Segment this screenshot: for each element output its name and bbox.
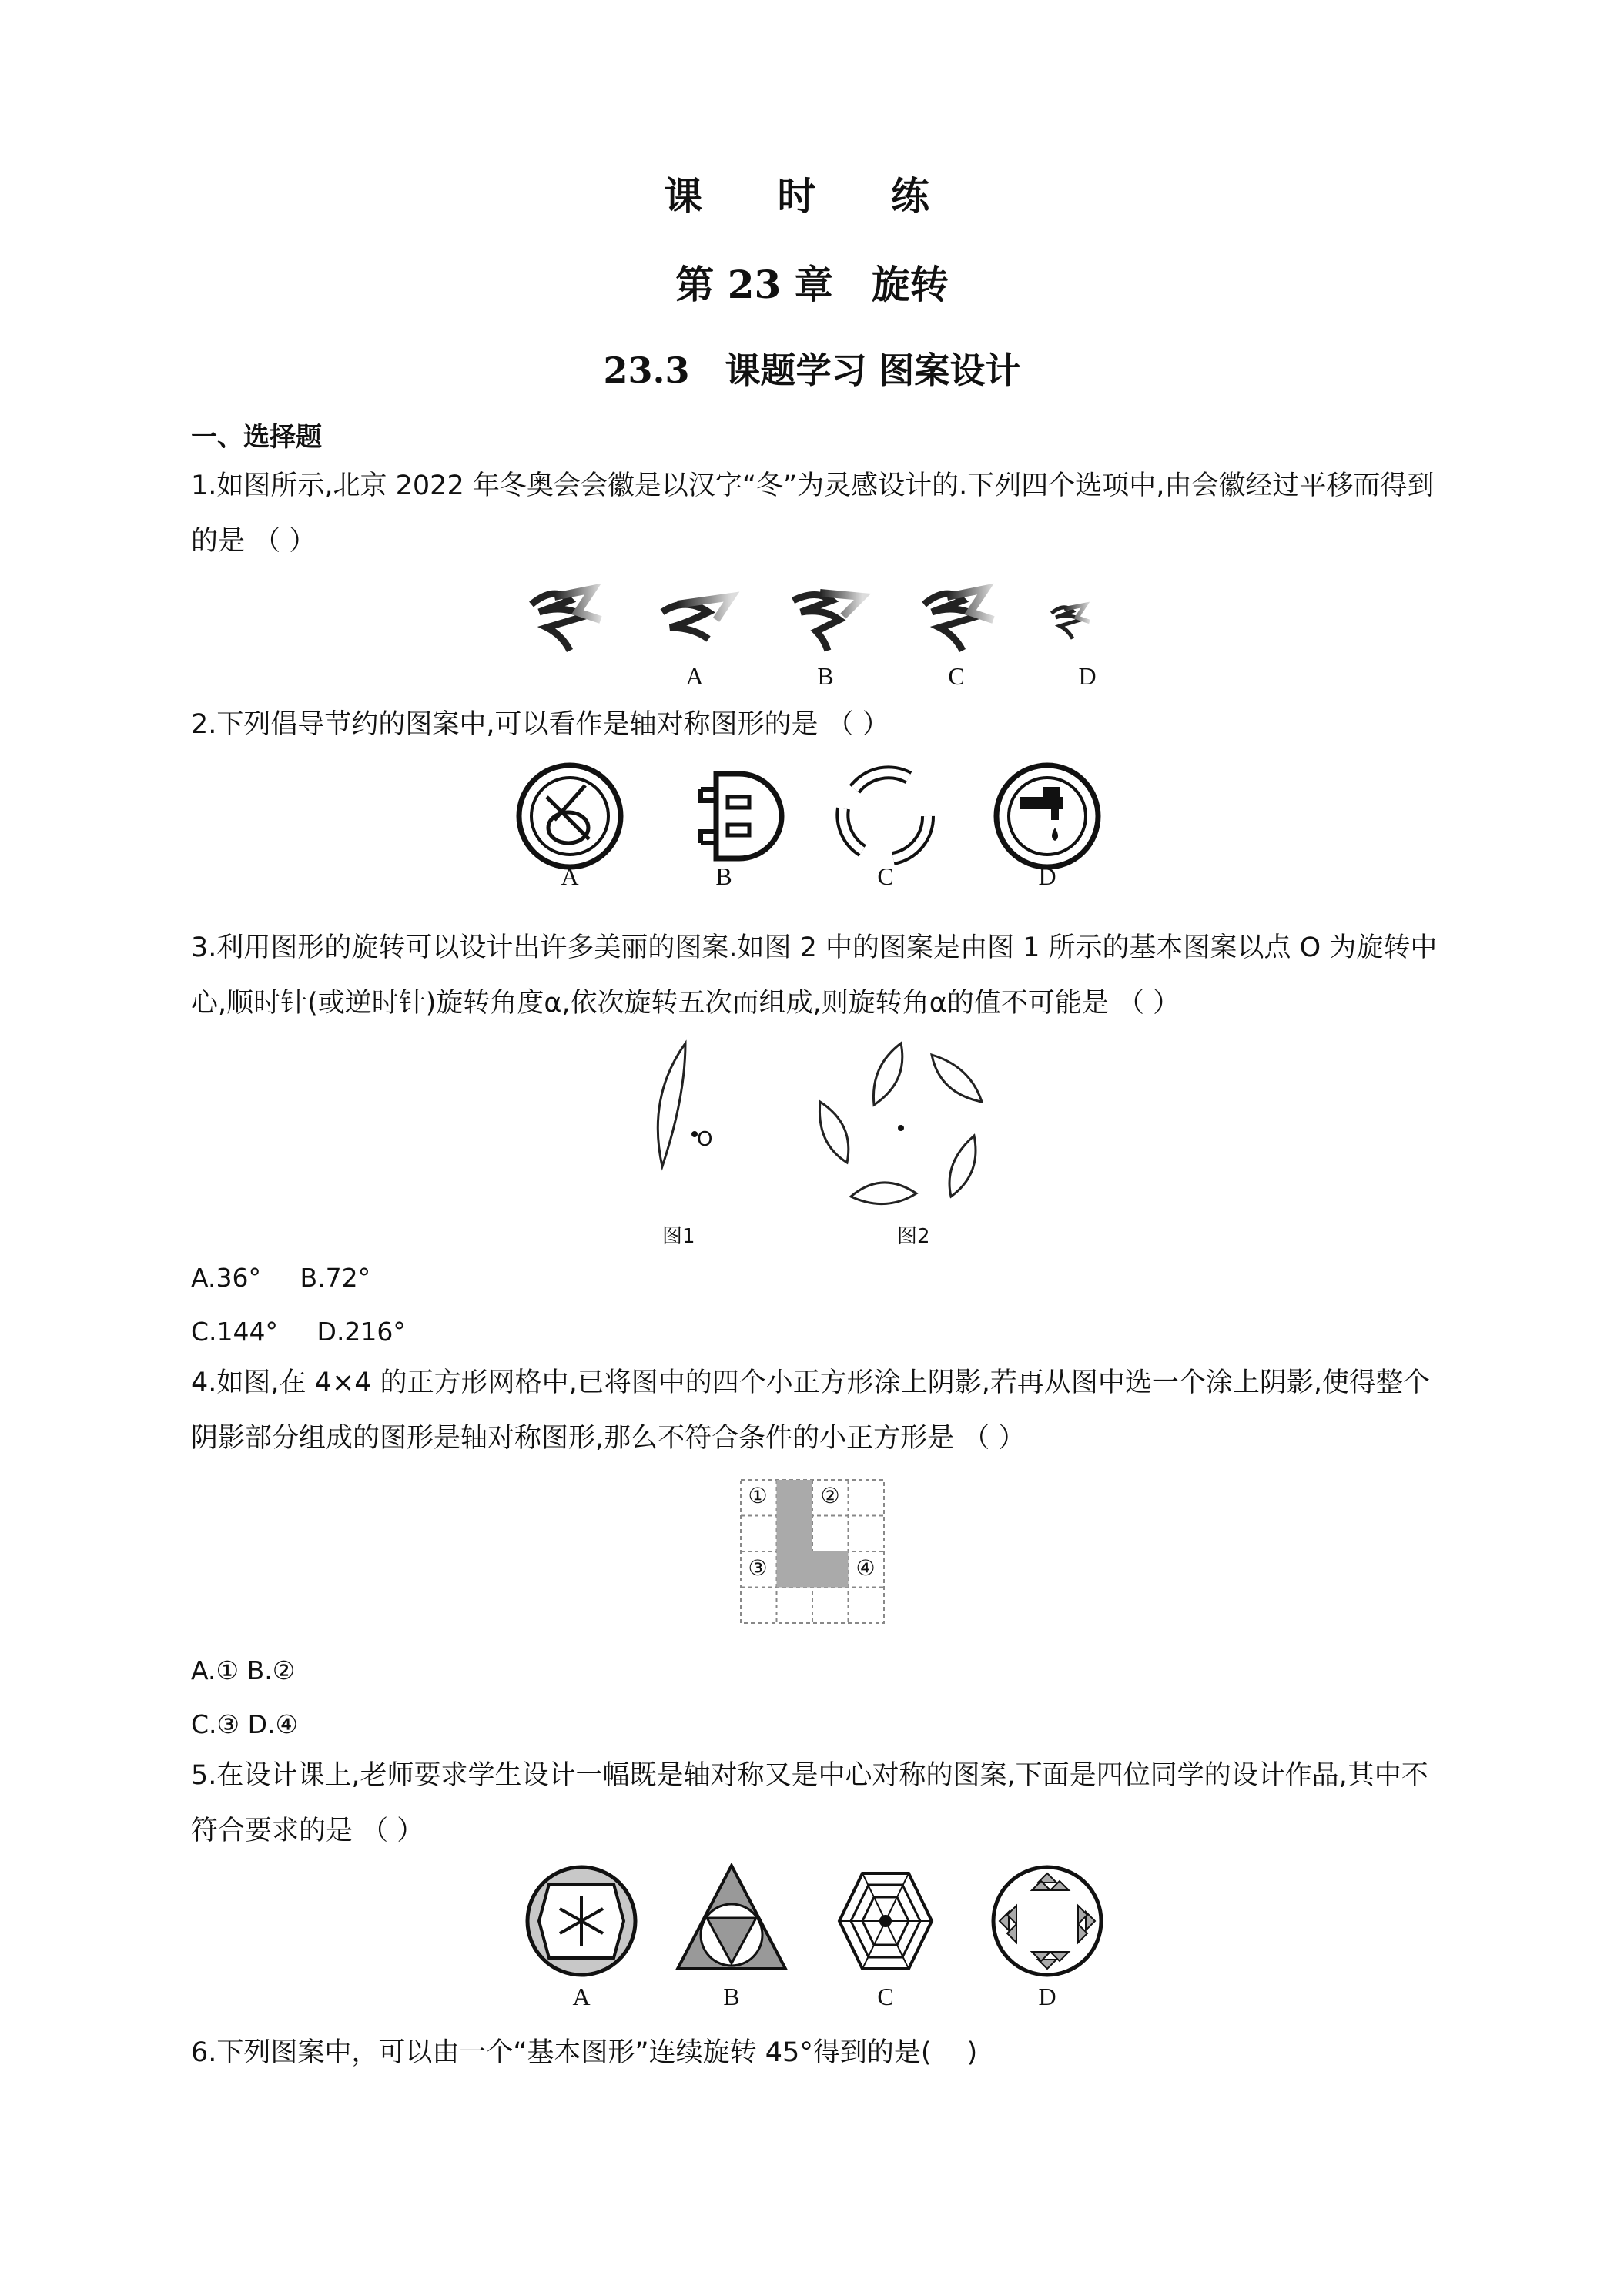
q1-label-d: D <box>1078 662 1097 690</box>
q4-option-c[interactable]: C.③ <box>191 1709 240 1739</box>
q4-options-row1 <box>191 1655 326 1685</box>
question-1-text: 1.如图所示,北京 2022 年冬奥会会徽是以汉字“冬”为灵感设计的.下列四个选项中,由会徽经过平移而得到的是 （ ） <box>191 470 1435 557</box>
page-title: 课 时 练 <box>664 173 960 219</box>
question-6-text: 6.下列图案中，可以由一个“基本图形”连续旋转 45°得到的是( ) <box>191 2037 978 2068</box>
design-a-circle-hexagon <box>527 1867 635 1975</box>
q2-label-c: C <box>877 862 894 890</box>
q4-grid-figure <box>739 1478 886 1625</box>
q1-label-a: A <box>685 662 704 690</box>
food-saving-icon <box>519 765 621 867</box>
grid-cell-1-label: ① <box>748 1484 768 1508</box>
q3-fig1-label: 图1 <box>662 1225 695 1248</box>
design-d-circle-triangles <box>993 1867 1101 1975</box>
q1-label-c: C <box>948 662 965 690</box>
q2-label-b: B <box>715 862 732 890</box>
question-2-text: 2.下列倡导节约的图案中,可以看作是轴对称图形的是 （ ） <box>191 709 889 740</box>
question-3-text: 3.利用图形的旋转可以设计出许多美丽的图案.如图 2 中的图案是由图 1 所示的基本图案以点 O 为旋转中心,顺时针(或逆时针)旋转角度α,依次旋转五次而组成,则旋转角α的值不可能是 （ ） <box>191 932 1438 1019</box>
q3-rotation-figures <box>631 1036 993 1220</box>
grid-cell-4-label: ④ <box>856 1557 876 1581</box>
q3-option-d[interactable]: D.216° <box>316 1317 406 1347</box>
q3-options-row2 <box>191 1317 437 1347</box>
q3-point-o-label: O <box>697 1128 713 1151</box>
q3-options-row1 <box>191 1263 401 1293</box>
q4-option-d[interactable]: D.④ <box>247 1709 299 1739</box>
pinwheel-pattern <box>819 1043 982 1204</box>
winter-emblem-original <box>531 589 601 651</box>
chapter-title: 第 23 章 旋转 <box>675 262 949 307</box>
grid-cell-3-label: ③ <box>748 1557 768 1581</box>
part-heading: 一、选择题 <box>191 422 322 453</box>
q5-label-d: D <box>1038 1983 1056 2010</box>
q4-option-b[interactable]: B.② <box>246 1655 296 1685</box>
q2-label-d: D <box>1038 862 1056 890</box>
q3-option-b[interactable]: B.72° <box>300 1263 371 1293</box>
grid-cell-2-label: ② <box>820 1484 840 1508</box>
winter-emblem-option-a <box>662 597 732 639</box>
q5-label-a: A <box>572 1983 591 2010</box>
q3-option-a[interactable]: A.36° <box>191 1263 261 1293</box>
plug-saving-icon <box>701 774 782 858</box>
q2-label-a: A <box>561 862 579 890</box>
q3-fig2-label: 图2 <box>897 1225 930 1248</box>
q2-saving-icons <box>516 762 1117 878</box>
q1-emblem-figures <box>508 566 1124 658</box>
design-c-hexagon-web <box>839 1873 932 1969</box>
winter-emblem-option-b <box>793 593 862 651</box>
question-4-text: 4.如图,在 4×4 的正方形网格中,已将图中的四个小正方形涂上阴影,若再从图中选一个涂上阴影,使得整个阴影部分组成的图形是轴对称图形,那么不符合条件的小正方形是 （ ） <box>191 1367 1431 1454</box>
q4-options-row2 <box>191 1709 329 1739</box>
winter-emblem-option-d <box>1052 605 1090 639</box>
q3-option-c[interactable]: C.144° <box>191 1317 279 1347</box>
q4-option-a[interactable]: A.① <box>191 1655 239 1685</box>
section-title: 23.3 课题学习 图案设计 <box>603 350 1021 391</box>
winter-emblem-option-c <box>924 589 993 651</box>
q5-label-b: B <box>723 1983 740 2010</box>
question-5-text: 5.在设计课上,老师要求学生设计一幅既是轴对称又是中心对称的图案,下面是四位同学的设计作品,其中不符合要求的是 （ ） <box>191 1760 1428 1846</box>
recycle-arrows-icon <box>842 772 928 858</box>
design-b-triangle <box>678 1866 785 1969</box>
q5-design-figures <box>524 1863 1117 1979</box>
q1-label-b: B <box>817 662 834 690</box>
basic-blade-shape <box>658 1043 698 1166</box>
water-tap-icon <box>996 765 1098 867</box>
q5-label-c: C <box>877 1983 894 2010</box>
